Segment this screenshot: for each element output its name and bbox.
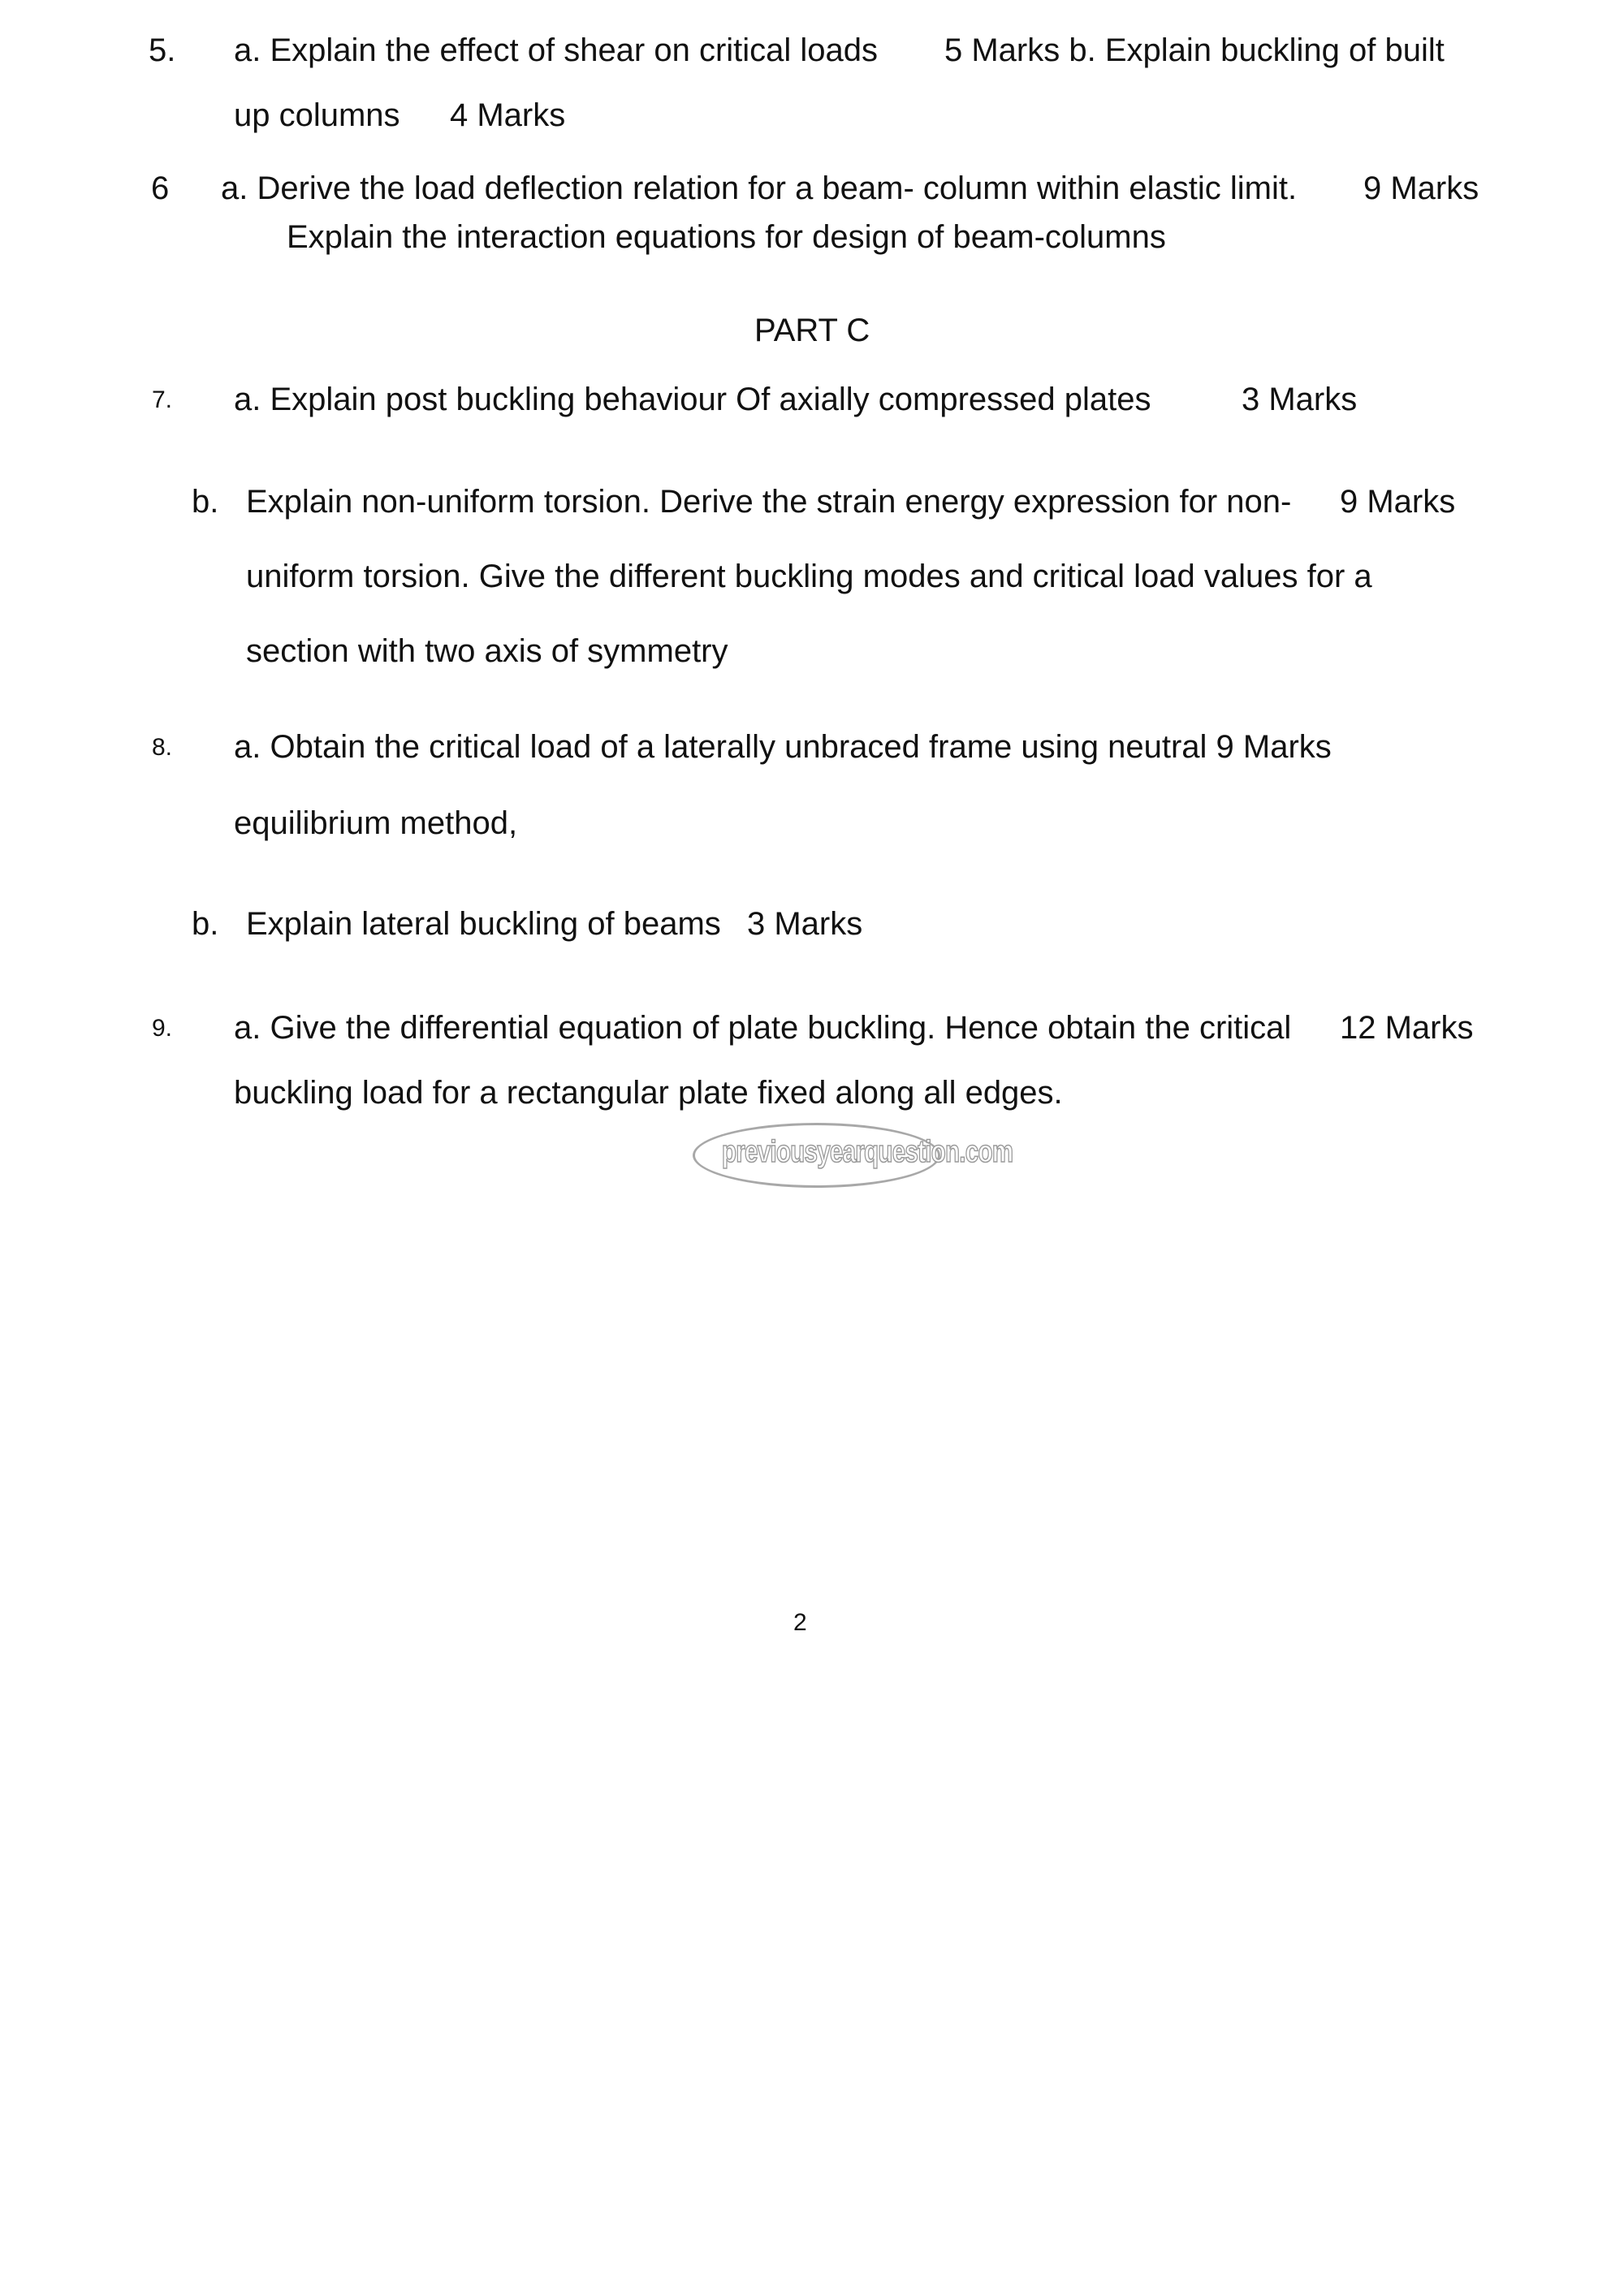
question-8a-line-1: a. Obtain the critical load of a laterally unbraced frame using neutral 9 Marks: [234, 729, 1332, 765]
question-7b-line-2: uniform torsion. Give the different buckling modes and critical load values for a: [246, 559, 1372, 594]
question-7b-letter: b.: [192, 484, 219, 520]
question-6-line-1: a. Derive the load deflection relation for a beam- column within elastic limit.: [221, 170, 1298, 206]
watermark-text: previousyearquestion.com: [721, 1135, 1013, 1169]
question-8a-line-2: equilibrium method,: [234, 805, 518, 841]
watermark-stamp: [693, 1123, 1013, 1188]
question-9a-marks: 12 Marks: [1340, 1010, 1474, 1046]
question-9a-line-1: a. Give the differential equation of plate buckling. Hence obtain the critical: [234, 1010, 1292, 1046]
question-7b-line-1: Explain non-uniform torsion. Derive the strain energy expression for non-: [246, 484, 1292, 520]
question-9a-line-2: buckling load for a rectangular plate fixed along all edges.: [234, 1075, 1063, 1111]
question-6-marks: 9 Marks: [1363, 170, 1479, 206]
question-8b-marks: 3 Marks: [747, 906, 863, 942]
question-8b-letter: b.: [192, 906, 219, 942]
part-c-heading: PART C: [754, 313, 870, 348]
question-7b-marks: 9 Marks: [1340, 484, 1456, 520]
question-9-number: 9.: [152, 1015, 173, 1042]
question-5-b-marks: 4 Marks: [450, 97, 566, 133]
question-5-line-2: up columns: [234, 97, 400, 133]
question-6-number: 6: [151, 170, 170, 206]
question-6-line-2: Explain the interaction equations for design of beam-columns: [287, 219, 1166, 255]
question-5-number: 5.: [149, 32, 176, 68]
question-7a-text: a. Explain post buckling behaviour Of axially compressed plates: [234, 382, 1151, 417]
question-7b-line-3: section with two axis of symmetry: [246, 633, 728, 669]
question-5-line-1: a. Explain the effect of shear on critical loads: [234, 32, 879, 68]
question-8-number: 8.: [152, 734, 173, 761]
page-number: 2: [793, 1609, 807, 1636]
question-7a-marks: 3 Marks: [1242, 382, 1358, 417]
question-8b-text: Explain lateral buckling of beams: [246, 906, 721, 942]
question-7-number: 7.: [152, 386, 173, 413]
question-5-marks-and-part-b: 5 Marks b. Explain buckling of built: [944, 32, 1445, 68]
